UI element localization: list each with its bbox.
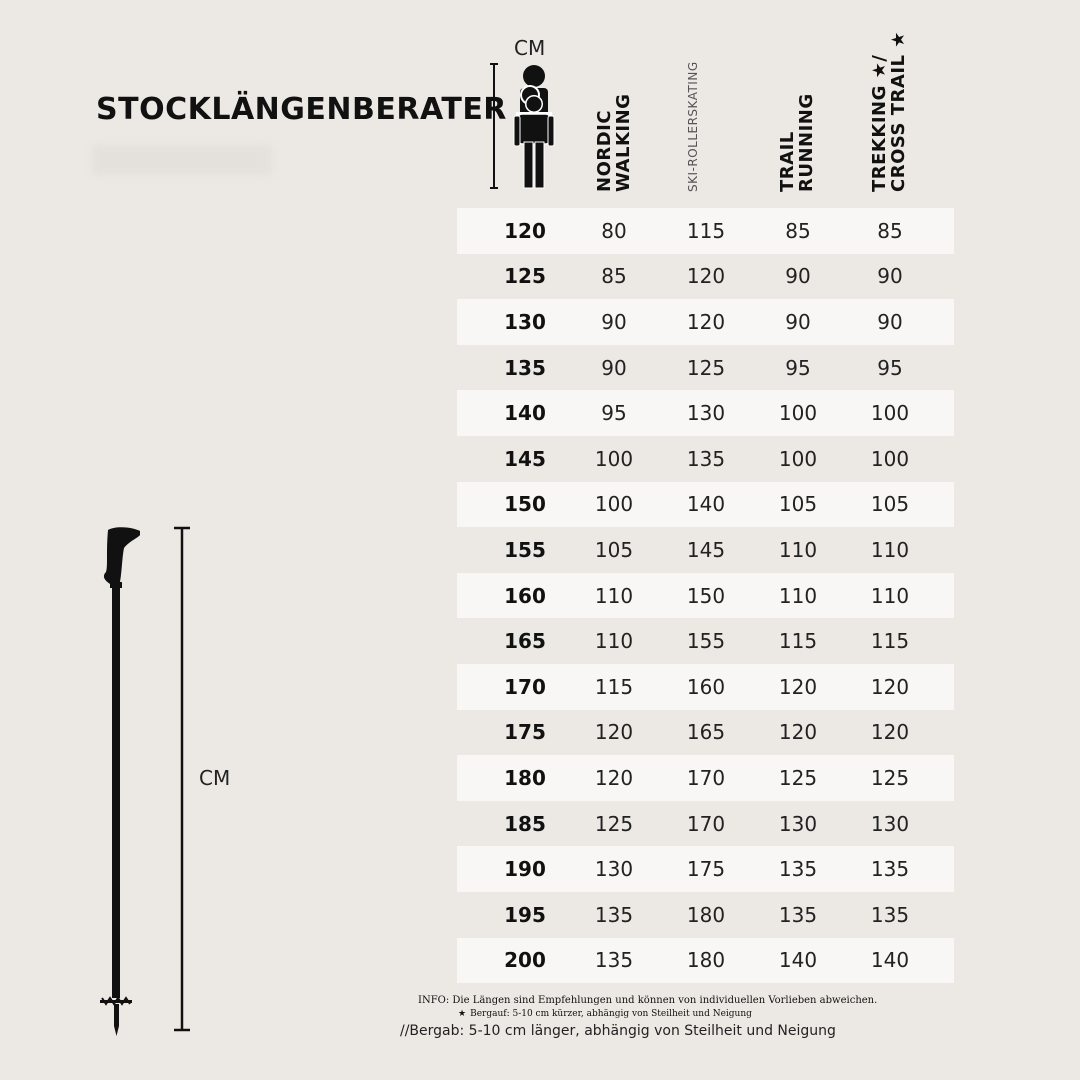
pole-length-cell: 90 [785,264,811,289]
pole-length-cell: 115 [778,629,818,654]
pole-length-cell: 90 [785,309,811,334]
pole-unit-label: CM [199,766,231,790]
table-row [457,482,954,528]
body-height-cell: 120 [504,218,546,243]
pole-length-cell: 135 [594,948,634,973]
pole-length-cell: 125 [778,765,818,790]
pole-length-cell: 115 [594,674,634,699]
pole-length-cell: 165 [686,720,726,745]
pole-length-cell: 135 [870,857,910,882]
body-height-cell: 185 [504,811,546,836]
pole-length-cell: 100 [778,401,818,426]
pole-length-cell: 105 [778,492,818,517]
pole-length-cell: 95 [785,355,811,380]
pole-length-cell: 85 [785,218,811,243]
table-row [457,710,954,756]
people-height-icon [488,62,558,192]
page-title: STOCKLÄNGENBERATER [96,92,507,127]
uphill-note [458,1009,752,1019]
body-height-cell: 195 [504,902,546,927]
column-header-nordic-walking [593,52,633,192]
pole-length-cell: 120 [870,720,910,745]
pole-length-cell: 120 [594,765,634,790]
pole-length-cell: 150 [686,583,726,608]
pole-length-cell: 90 [877,264,903,289]
downhill-note: //Bergab: 5-10 cm länger, abhängig von Steilheit und Neigung [400,1023,836,1039]
column-header-line: WALKING [613,93,634,192]
table-row [457,801,954,847]
body-height-cell: 160 [504,583,546,608]
height-unit-label: CM [514,36,546,60]
column-header-line: TRAIL [777,131,798,192]
pole-length-cell: 110 [594,583,634,608]
body-height-cell: 165 [504,629,546,654]
trekking-pole-icon [96,524,140,1044]
pole-length-cell: 115 [870,629,910,654]
table-row [457,390,954,436]
pole-length-cell: 135 [778,857,818,882]
pole-length-cell: 140 [870,948,910,973]
pole-length-cell: 95 [877,355,903,380]
column-header-trail-running [776,52,816,192]
column-header-trekking-cross-trail [868,31,909,192]
table-row [457,573,954,619]
pole-length-cell: 130 [778,811,818,836]
pole-length-cell: 85 [877,218,903,243]
table-row [457,755,954,801]
pole-length-cell: 115 [686,218,726,243]
column-header-line: CROSS TRAIL ★ [888,31,909,192]
body-height-cell: 200 [504,948,546,973]
pole-length-cell: 120 [686,264,726,289]
column-header-line: RUNNING [796,93,817,192]
body-height-cell: 145 [504,446,546,471]
pole-length-cell: 175 [686,857,726,882]
pole-length-cell: 120 [594,720,634,745]
pole-length-cell: 170 [686,765,726,790]
table-row [457,299,954,345]
pole-length-cell: 130 [870,811,910,836]
body-height-cell: 180 [504,765,546,790]
table-row [457,345,954,391]
uphill-note-text: Bergauf: 5-10 cm kürzer, abhängig von Steilheit und Neigung [470,1009,752,1019]
pole-length-cell: 145 [686,537,726,562]
pole-length-cell: 100 [870,401,910,426]
table-row [457,254,954,300]
column-header-line: SKI-ROLLERSKATING [686,61,700,192]
title-underline-shadow [92,145,272,175]
pole-length-cell: 140 [686,492,726,517]
pole-length-cell: 120 [778,674,818,699]
pole-length-cell: 160 [686,674,726,699]
pole-length-cell: 135 [870,902,910,927]
body-height-cell: 140 [504,401,546,426]
pole-length-cell: 170 [686,811,726,836]
pole-length-cell: 120 [870,674,910,699]
pole-length-cell: 110 [594,629,634,654]
table-row [457,436,954,482]
body-height-cell: 175 [504,720,546,745]
table-row [457,208,954,254]
pole-length-cell: 120 [686,309,726,334]
pole-length-cell: 135 [686,446,726,471]
pole-length-cell: 110 [778,537,818,562]
body-height-cell: 155 [504,537,546,562]
pole-length-cell: 135 [778,902,818,927]
pole-length-cell: 110 [870,537,910,562]
pole-length-cell: 85 [601,264,627,289]
body-height-cell: 150 [504,492,546,517]
star-icon: ★ [458,1009,467,1019]
body-height-cell: 135 [504,355,546,380]
column-header-line: NORDIC [594,109,615,192]
body-height-cell: 130 [504,309,546,334]
table-row [457,892,954,938]
pole-length-cell: 180 [686,948,726,973]
pole-length-cell: 90 [601,355,627,380]
pole-length-cell: 155 [686,629,726,654]
pole-length-cell: 100 [870,446,910,471]
pole-length-cell: 95 [601,401,627,426]
pole-length-cell: 130 [686,401,726,426]
body-height-cell: 170 [504,674,546,699]
pole-length-cell: 130 [594,857,634,882]
column-header-line: TREKKING ★/ [869,54,890,192]
body-height-cell: 190 [504,857,546,882]
pole-length-ruler [168,526,192,1032]
table-row [457,618,954,664]
column-header-ski-rollerskating [668,52,708,192]
pole-length-cell: 125 [594,811,634,836]
pole-length-cell: 125 [870,765,910,790]
pole-length-cell: 135 [594,902,634,927]
pole-length-cell: 105 [870,492,910,517]
table-row [457,664,954,710]
body-height-cell: 125 [504,264,546,289]
pole-length-cell: 80 [601,218,627,243]
pole-length-cell: 90 [601,309,627,334]
table-row [457,527,954,573]
pole-length-cell: 140 [778,948,818,973]
pole-length-cell: 90 [877,309,903,334]
pole-length-cell: 105 [594,537,634,562]
pole-length-cell: 125 [686,355,726,380]
pole-length-cell: 180 [686,902,726,927]
pole-length-cell: 100 [594,492,634,517]
info-note: INFO: Die Längen sind Empfehlungen und können von individuellen Vorlieben abweichen. [418,995,878,1006]
pole-length-cell: 110 [870,583,910,608]
pole-length-cell: 120 [778,720,818,745]
table-row [457,846,954,892]
pole-length-cell: 100 [594,446,634,471]
pole-length-cell: 100 [778,446,818,471]
pole-length-cell: 110 [778,583,818,608]
length-table [457,208,954,983]
table-row [457,938,954,984]
